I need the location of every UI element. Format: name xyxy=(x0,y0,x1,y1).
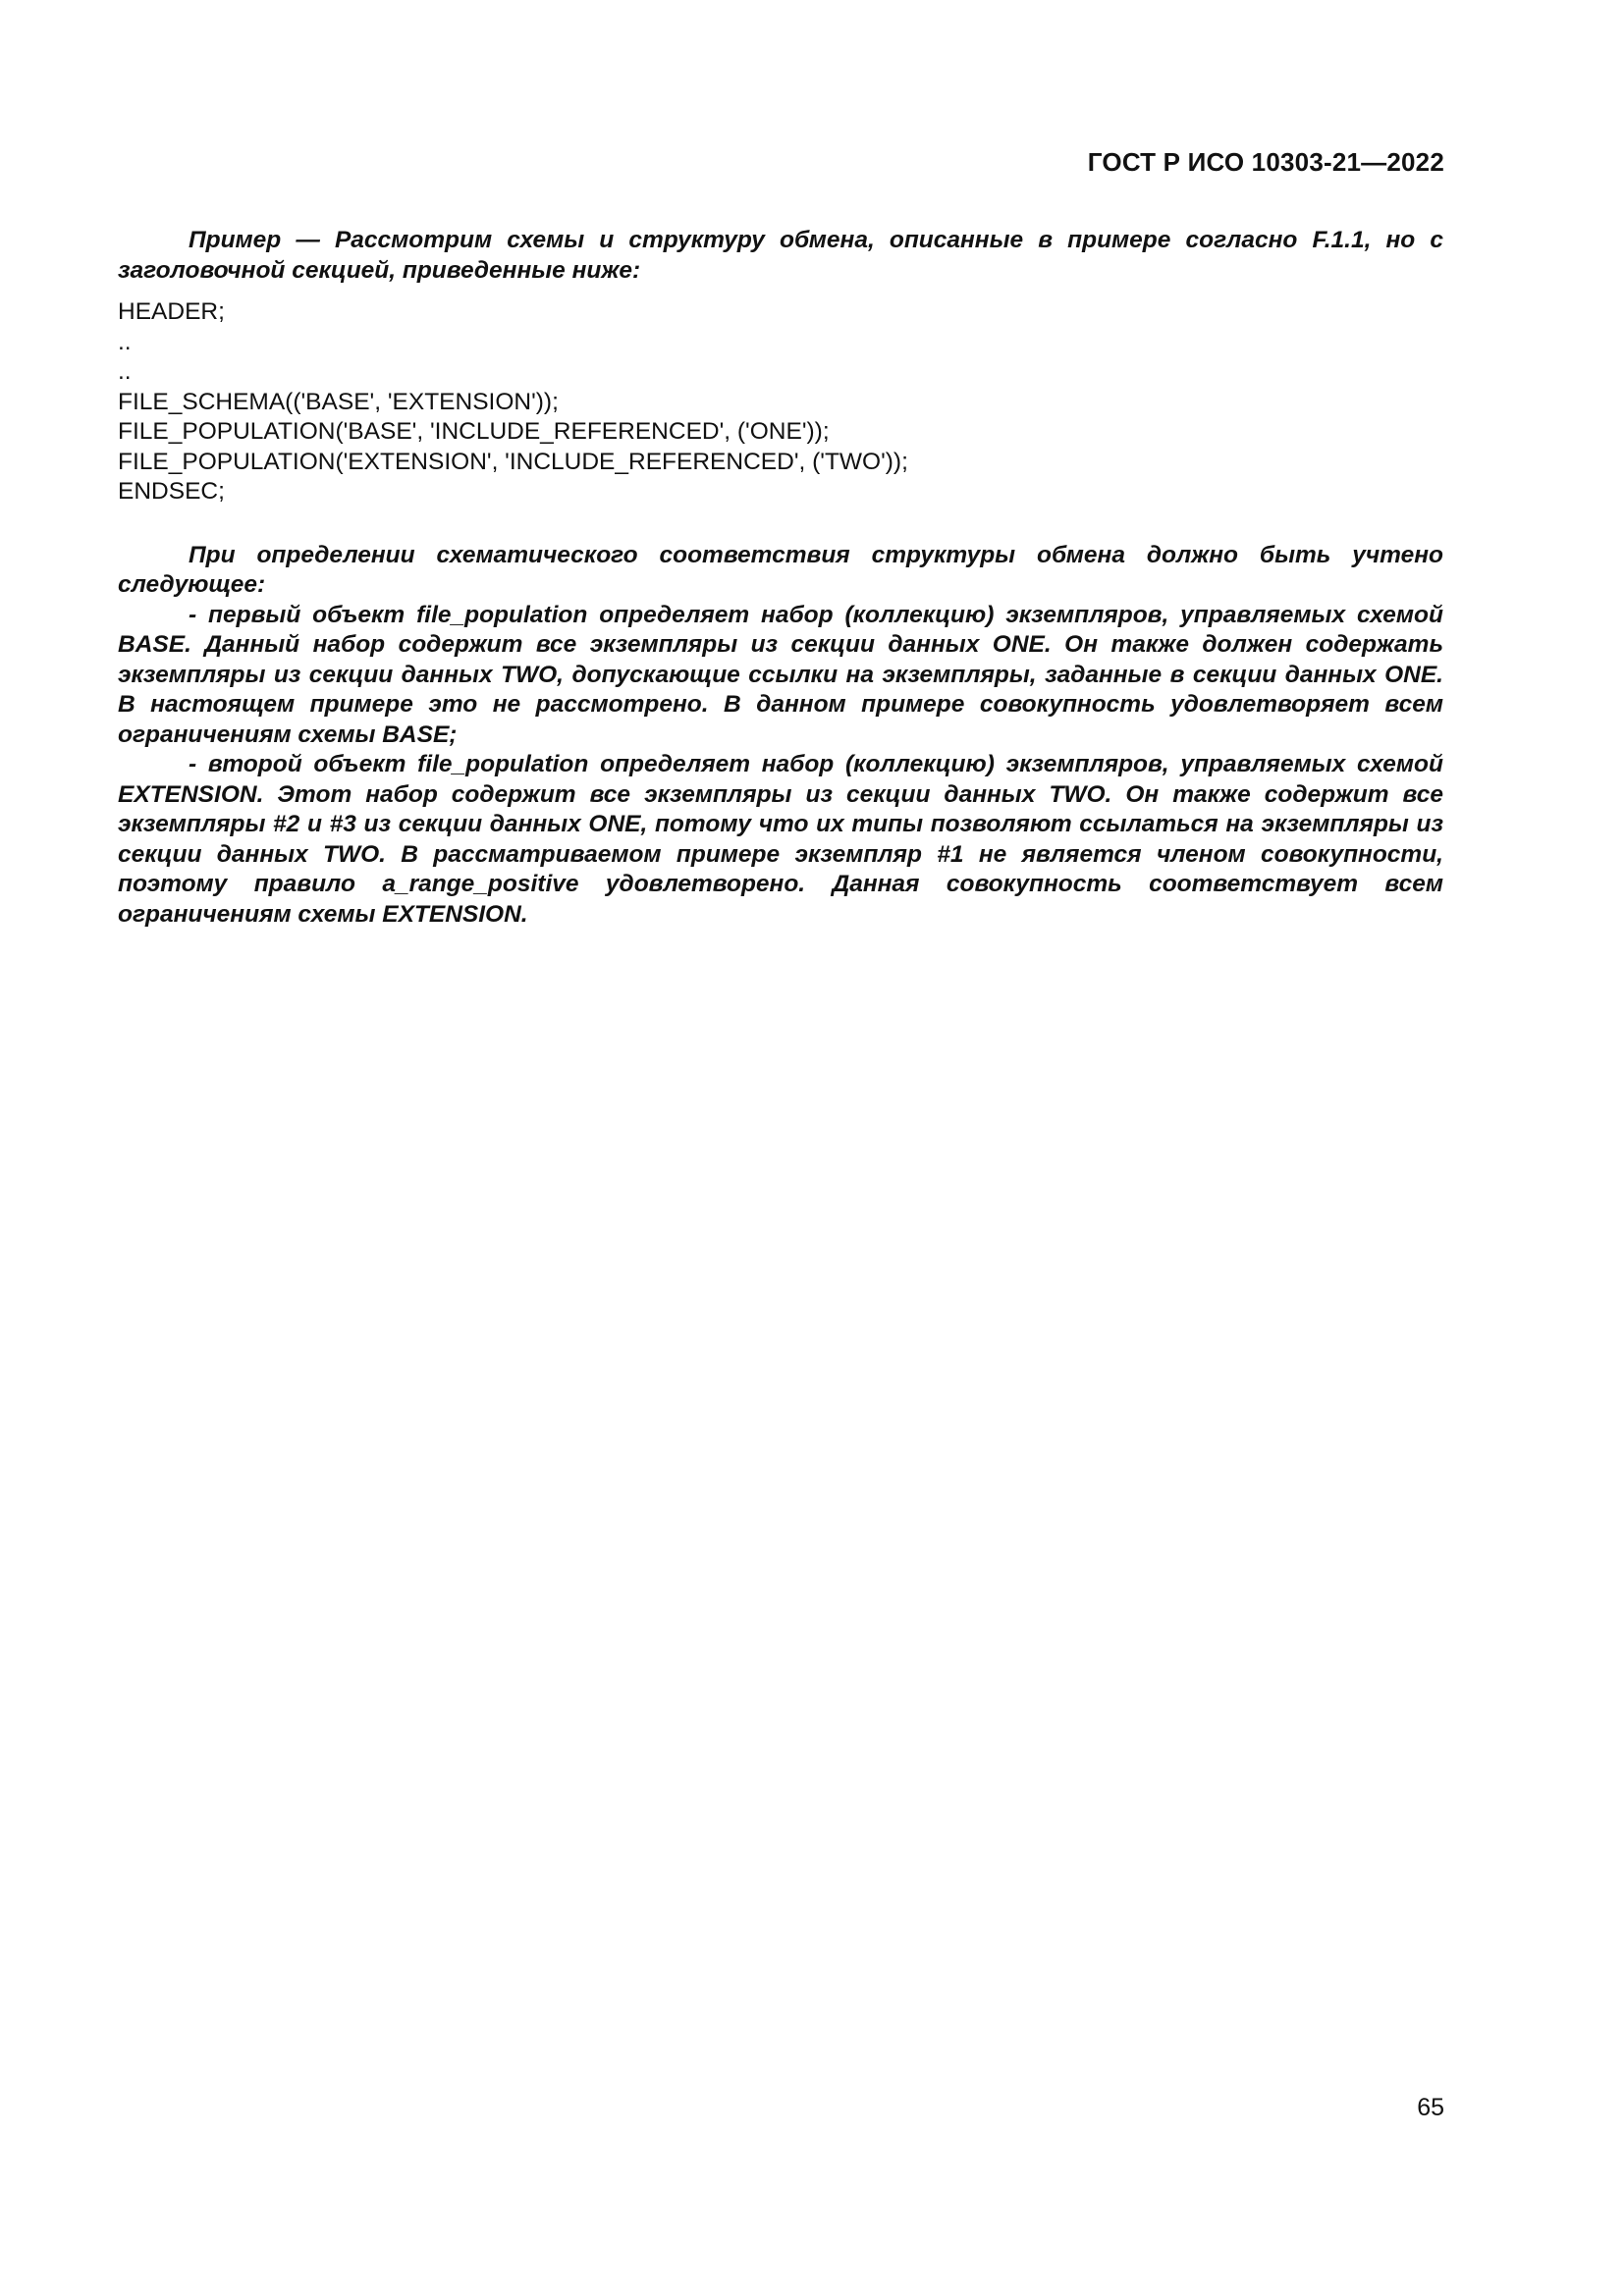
code-line: HEADER; xyxy=(118,298,225,325)
code-line: .. xyxy=(118,328,132,355)
code-line: FILE_SCHEMA(('BASE', 'EXTENSION')); xyxy=(118,388,559,415)
page-number: 65 xyxy=(1417,2094,1444,2121)
analysis-lead-paragraph: При определении схематического соответствия структуры обмена должно быть учтено следующее: xyxy=(118,541,1443,598)
code-line: FILE_POPULATION('EXTENSION', 'INCLUDE_REFERENCED', ('TWO')); xyxy=(118,448,908,475)
code-line: .. xyxy=(118,358,132,385)
example-intro-paragraph: Пример — Рассмотрим схемы и структуру обмена, описанные в примере согласно F.1.1, но с заголовочной секцией, приведенные ниже: xyxy=(118,227,1443,284)
analysis-item-first-population: - первый объект file_population определяет набор (коллекцию) экземпляров, управляемых схемой BASE. Данный набор содержит все экземпляры из секции данных ONE. Он также должен содержать экземпляры из секции данных TWO, допускающие ссылки на экземпляры, заданные в секции данных ONE. В настоящем примере это не рассмотрено. В данном примере совокупность удовлетворяет всем ограничениям схемы BASE; xyxy=(118,601,1443,748)
document-standard-id: ГОСТ Р ИСО 10303-21—2022 xyxy=(1087,147,1444,177)
analysis-item-second-population: - второй объект file_population определяет набор (коллекцию) экземпляров, управляемых схемой EXTENSION. Этот набор содержит все экземпляры из секции данных TWO. Он также содержит все экземпляры #2 и #3 из секции данных ONE, потому что их типы позволяют ссылаться на экземпляры из секции данных TWO. В рассматриваемом примере экземпляр #1 не является членом совокупности, поэтому правило a_range_positive удовлетворено. Данная совокупность соответствует всем ограничениям схемы EXTENSION. xyxy=(118,751,1443,928)
code-block xyxy=(118,297,1443,507)
code-line: FILE_POPULATION('BASE', 'INCLUDE_REFERENCED', ('ONE')); xyxy=(118,418,830,445)
code-line: ENDSEC; xyxy=(118,478,225,505)
page-content xyxy=(118,226,1443,930)
